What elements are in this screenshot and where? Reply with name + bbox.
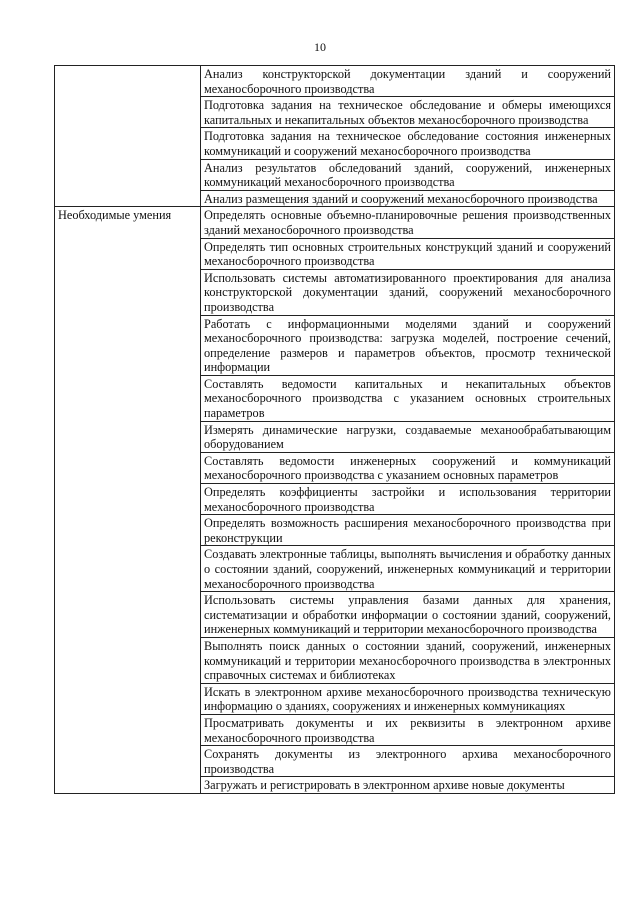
requirement-cell: Анализ размещения зданий и сооружений механосборочного производства: [201, 190, 615, 207]
requirement-cell: Сохранять документы из электронного архива механосборочного производства: [201, 746, 615, 777]
requirement-cell: Создавать электронные таблицы, выполнять вычисления и обработку данных о состоянии зданий, сооружений, инженерных коммуникаций и территории механосборочного производства: [201, 546, 615, 592]
requirement-cell: Загружать и регистрировать в электронном архиве новые документы: [201, 777, 615, 794]
requirement-cell: Использовать системы автоматизированного проектирования для анализа конструкторской документации зданий, сооружений механосборочного производства: [201, 269, 615, 315]
table-row: [55, 66, 615, 97]
requirement-cell: Измерять динамические нагрузки, создаваемые механообрабатывающим оборудованием: [201, 421, 615, 452]
requirement-cell: Анализ результатов обследований зданий, сооружений, инженерных коммуникаций механосборочного производства: [201, 159, 615, 190]
requirement-cell: Подготовка задания на техническое обследование и обмеры имеющихся капитальных и некапитальных объектов механосборочного производства: [201, 97, 615, 128]
requirement-cell: Выполнять поиск данных о состоянии зданий, сооружений, инженерных коммуникаций и территории механосборочного производства в электронных справочных системах и библиотеках: [201, 637, 615, 683]
requirement-cell: Просматривать документы и их реквизиты в электронном архиве механосборочного производства: [201, 714, 615, 745]
requirement-cell: Использовать системы управления базами данных для хранения, систематизации и обработки информации о состоянии зданий, сооружений, инженерных коммуникаций и территории механосборочного производства: [201, 592, 615, 638]
requirements-table: [54, 65, 615, 794]
requirement-cell: Определять возможность расширения механосборочного производства при реконструкции: [201, 515, 615, 546]
row-group-label: [55, 66, 201, 207]
requirement-cell: Анализ конструкторской документации зданий и сооружений механосборочного производства: [201, 66, 615, 97]
requirements-table-body: [55, 66, 615, 794]
row-group-label: Необходимые умения: [55, 207, 201, 794]
requirement-cell: Определять тип основных строительных конструкций зданий и сооружений механосборочного производства: [201, 238, 615, 269]
requirement-cell: Подготовка задания на техническое обследование состояния инженерных коммуникаций и сооружений механосборочного производства: [201, 128, 615, 159]
page-number: 10: [314, 40, 326, 54]
requirement-cell: Составлять ведомости капитальных и некапитальных объектов механосборочного производства с указанием основных строительных параметров: [201, 375, 615, 421]
requirement-cell: Работать с информационными моделями зданий и сооружений механосборочного производства: загрузка моделей, построение сечений, определение размеров и параметров объектов, просмотр технической информации: [201, 315, 615, 375]
requirement-cell: Составлять ведомости инженерных сооружений и коммуникаций механосборочного производства с указанием основных параметров: [201, 452, 615, 483]
requirement-cell: Искать в электронном архиве механосборочного производства техническую информацию о зданиях, сооружениях и инженерных коммуникациях: [201, 683, 615, 714]
table-row: [55, 207, 615, 238]
requirement-cell: Определять основные объемно-планировочные решения производственных зданий механосборочного производства: [201, 207, 615, 238]
requirement-cell: Определять коэффициенты застройки и использования территории механосборочного производства: [201, 484, 615, 515]
